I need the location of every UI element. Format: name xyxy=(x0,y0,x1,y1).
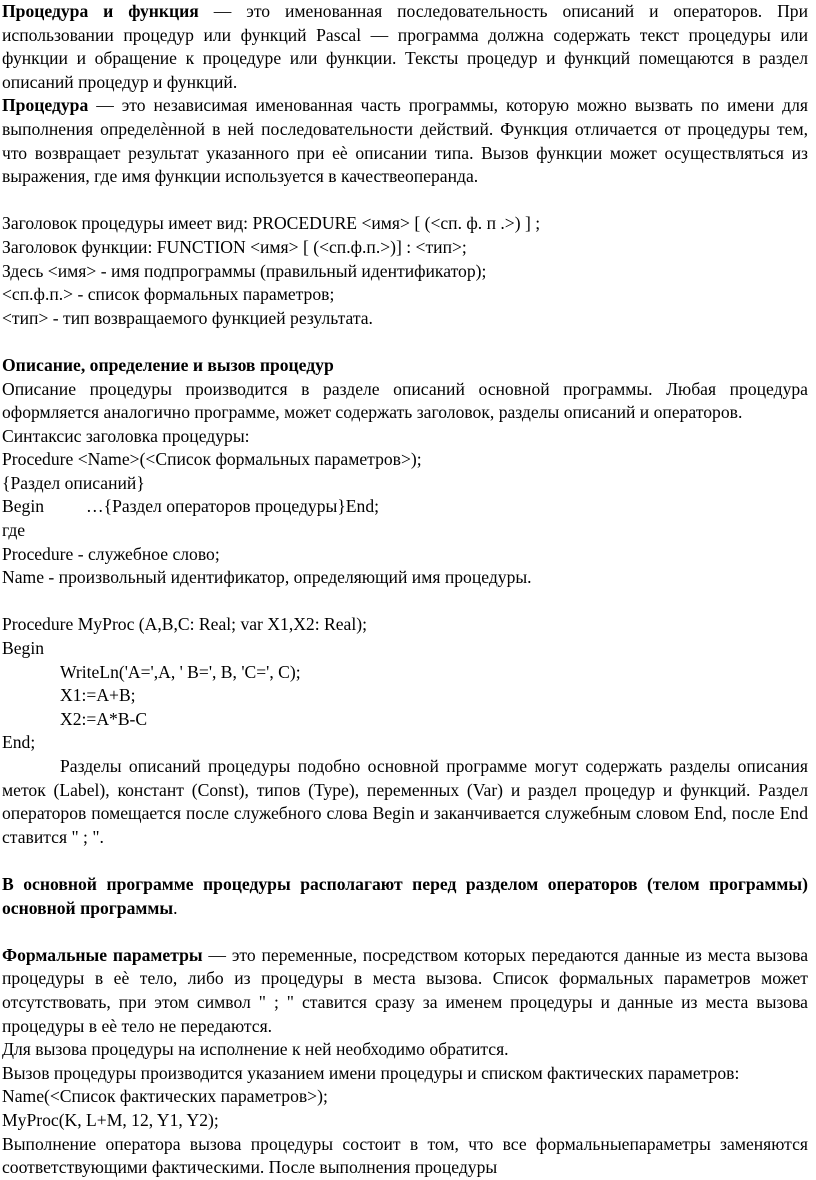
header-line: <тип> - тип возвращаемого функцией результата. xyxy=(2,307,373,328)
code-line: End; xyxy=(2,732,36,753)
code-line: Procedure MyProc (A,B,C: Real; var X1,X2: Real); xyxy=(2,614,367,635)
spacer xyxy=(2,330,808,354)
text-line: Для вызова процедуры на исполнение к ней необходимо обратится. xyxy=(2,1039,509,1060)
section-title: Описание, определение и вызов процедур xyxy=(2,354,334,375)
formal-params-paragraph: Формальные параметры — это переменные, посредством которых передаются данные из места вызова процедуры в еѐ тело, либо из процедуры в места вызова. Список формальных параметров может отсутствовать, при этом символ " ; " ставится сразу за именем процедуры и данные из места вызова процедуры в еѐ тело не передаются. xyxy=(2,944,808,1036)
term-procedure-function: Процедура и функция xyxy=(2,1,199,21)
syntax-definition: Procedure - служебное слово; xyxy=(2,543,220,564)
code-line: Begin xyxy=(2,638,45,659)
bold-paragraph: В основной программе процедуры располагают перед разделом операторов (телом программы) основной программы. xyxy=(2,873,808,918)
text-line: MyProc(K, L+M, 12, Y1, Y2); xyxy=(2,1109,219,1130)
text-line: Name(<Список фактических параметров>); xyxy=(2,1086,328,1107)
syntax-line: Procedure <Name>(<Список формальных параметров>); xyxy=(2,449,422,470)
code-line: X1:=A+B; xyxy=(60,685,136,706)
syntax-line: {Раздел описаний} xyxy=(2,472,145,493)
sections-paragraph: Разделы описаний процедуры подобно основной программе могут содержать разделы описания меток (Label), констант (Const), типов (Type), переменных (Var) и раздел процедур и функций. Раздел операторов помещается после служебного слова Begin и заканчивается служебным словом End, после End ставится " ; ". xyxy=(2,756,808,847)
term-procedure: Процедура xyxy=(2,95,89,116)
spacer xyxy=(2,920,808,944)
spacer xyxy=(2,849,808,873)
last-paragraph: Выполнение оператора вызова процедуры состоит в том, что все формальныепараметры заменяются соответствующими фактическими. После выполнения процедуры xyxy=(2,1133,808,1178)
header-line: Заголовок процедуры имеет вид: PROCEDURE <имя> [ (<сп. ф. п .>) ] ; xyxy=(2,213,541,234)
syntax-caption: Синтаксис заголовка процедуры: xyxy=(2,425,250,446)
header-line: Заголовок функции: FUNCTION <имя> [ (<сп.ф.п.>)] : <тип>; xyxy=(2,236,467,257)
procedure-definition-paragraph: Процедура — это независимая именованная часть программы, которую можно вызвать по имени для выполнения определѐнной в ней последовательности действий. Функция отличается от процедуры тем, что возвращает результат указанного при еѐ описании типа. Вызов функции может осуществляться из выражения, где имя функции используется в качествеоперанда. xyxy=(2,95,808,187)
code-line: WriteLn('A=',A, ' B=', B, 'C=', C); xyxy=(60,661,301,682)
syntax-definition: Name - произвольный идентификатор, определяющий имя процедуры. xyxy=(2,567,532,588)
syntax-where: где xyxy=(2,520,26,541)
code-line: X2:=A*B-C xyxy=(60,708,148,729)
spacer xyxy=(2,189,808,213)
syntax-line: Begin …{Раздел операторов процедуры}End; xyxy=(2,496,379,517)
text-line: Вызов процедуры производится указанием имени процедуры и списком фактических параметров: xyxy=(2,1062,740,1083)
header-line: <сп.ф.п.> - список формальных параметров; xyxy=(2,284,335,305)
intro-paragraph: Процедура и функция — это именованная последовательность описаний и операторов. При использовании процедур или функций Pascal — программа должна содержать текст процедуры или функции и обращение к процедуре или функции. Тексты процедур и функций помещаются в раздел описаний процедур и функций. xyxy=(2,1,808,92)
spacer xyxy=(2,590,808,614)
header-line: Здесь <имя> - имя подпрограммы (правильный идентификатор); xyxy=(2,260,487,281)
term-formal-params: Формальные параметры xyxy=(2,944,203,965)
section-text: Описание процедуры производится в разделе описаний основной программы. Любая процедура оформляется аналогично программе, может содержать заголовок, разделы описаний и операторов. xyxy=(2,378,808,423)
